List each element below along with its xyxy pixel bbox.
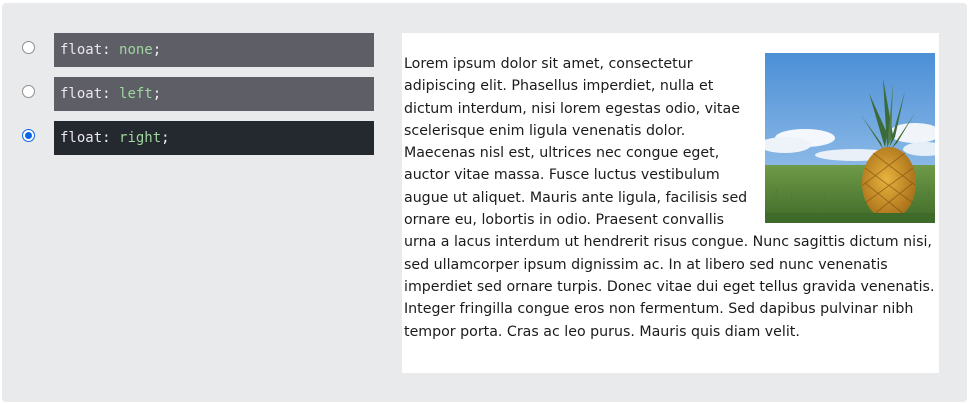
option-float-none[interactable]: [22, 33, 374, 67]
code-float-left[interactable]: float: left;: [54, 77, 374, 111]
code-property: float: [60, 86, 103, 102]
example-frame: [2, 3, 967, 402]
code-value: left: [119, 86, 153, 102]
radio-float-left[interactable]: [22, 85, 35, 98]
radio-float-right[interactable]: [22, 129, 35, 142]
radio-float-none[interactable]: [22, 41, 35, 54]
lorem-paragraph: Lorem ipsum dolor sit amet, consectetur adipiscing elit. Phasellus imperdiet, nulla et dictum interdum, nisi lorem egestas odio, vitae scelerisque enim ligula venenatis dolor. Maecenas nisl est, ultrices nec congue eget, auctor vitae massa. Fusce luctus vestibulum augue ut aliquet. Mauris ante ligula, facilisis sed ornare eu, lobortis in odio. Praesent convallis urna a lacus interdum ut hendrerit risus congue. Nunc sagittis dictum nisi, sed ullamcorper ipsum dignissim ac. In at libero sed nunc venenatis imperdiet sed ornare turpis. Donec vitae dui eget tellus gravida venenatis. Integer fringilla congue eros non fermentum. Sed dapibus pulvinar nibh tempor porta. Cras ac leo purus. Mauris quis diam velit.: [404, 56, 935, 340]
option-float-right[interactable]: [22, 121, 374, 155]
code-value: none: [119, 42, 153, 58]
code-property: float: [60, 42, 103, 58]
code-float-none[interactable]: float: none;: [54, 33, 374, 67]
pineapple-photo: [765, 53, 935, 223]
code-value: right: [119, 130, 162, 146]
css-options-list: [22, 33, 374, 165]
code-float-right[interactable]: float: right;: [54, 121, 374, 155]
output-preview: [402, 33, 939, 373]
code-property: float: [60, 130, 103, 146]
option-float-left[interactable]: [22, 77, 374, 111]
